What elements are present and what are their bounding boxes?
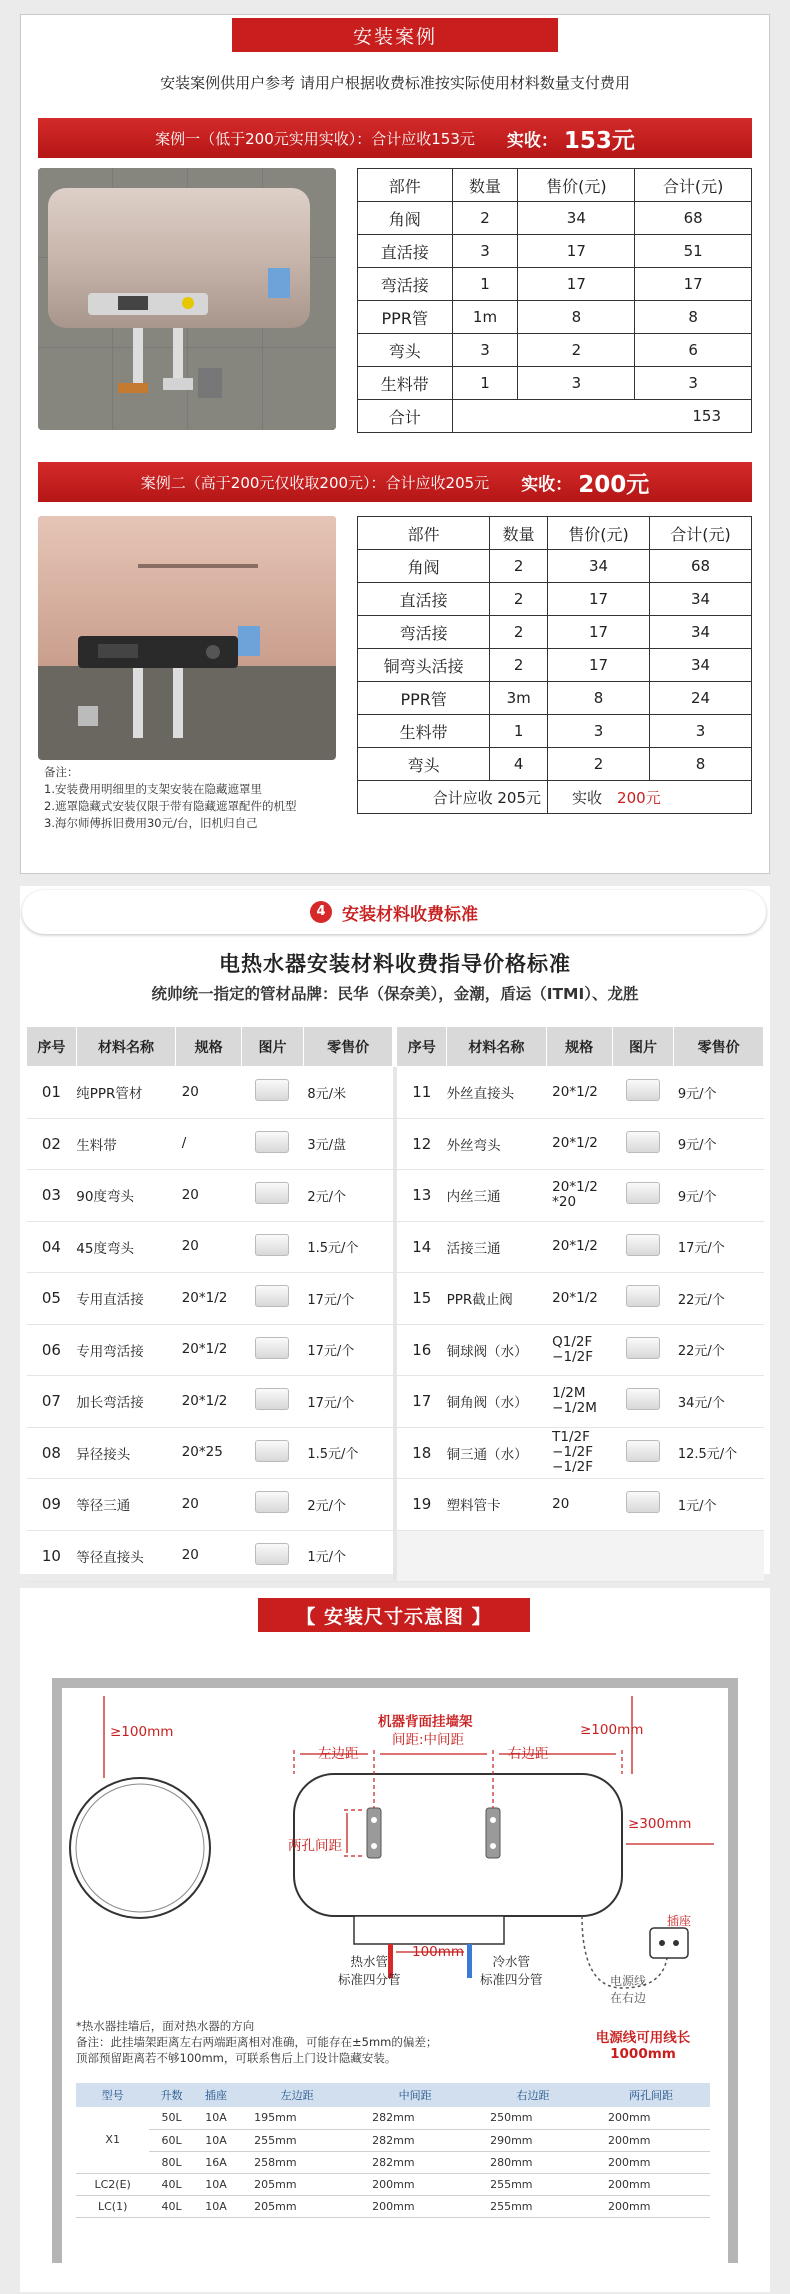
note-line: 2.遮罩隐藏式安装仅限于带有隐藏遮罩配件的机型	[44, 799, 297, 813]
table-row	[76, 2107, 710, 2129]
material-no: 14	[397, 1221, 447, 1273]
material-spec: 20*1/2	[546, 1118, 612, 1170]
material-row	[27, 1170, 764, 1222]
capacity: 80L	[149, 2151, 193, 2173]
total-label: 合计	[358, 400, 453, 433]
part-name: 角阀	[358, 202, 453, 235]
case1-header: 部件	[358, 169, 453, 202]
case2-row	[358, 682, 752, 715]
left-margin-label: 左边距	[318, 1746, 359, 1762]
col-header: 序号	[27, 1027, 77, 1067]
case2-banner	[38, 462, 752, 502]
material-spec: 20*1/2	[546, 1273, 612, 1325]
unit-price: 3	[518, 367, 635, 400]
right-gap-label: ≥300mm	[628, 1816, 692, 1832]
case1-header: 数量	[452, 169, 518, 202]
col-header: 材料名称	[447, 1027, 547, 1067]
capacity: 60L	[149, 2129, 193, 2151]
material-name: 专用弯活接	[76, 1324, 175, 1376]
spacing-label: 间距:中间距	[392, 1732, 465, 1748]
hole-spacing: 200mm	[592, 2107, 710, 2129]
case2-total-row	[358, 781, 752, 814]
unit-price: 17	[548, 616, 650, 649]
col-header: 图片	[242, 1027, 304, 1067]
case1-header: 合计(元)	[635, 169, 752, 202]
material-name: PPR截止阀	[447, 1273, 547, 1325]
unit-price: 17	[518, 235, 635, 268]
material-no: 09	[27, 1479, 77, 1531]
material-row	[27, 1530, 764, 1582]
note-line: 备注：此挂墙架距离左右两端距离相对准确，可能存在±5mm的偏差；	[76, 2035, 438, 2049]
material-name: 生料带	[76, 1118, 175, 1170]
col-header: 右边距	[474, 2083, 592, 2107]
bracket-left	[367, 1808, 381, 1858]
fitting-icon	[626, 1131, 660, 1153]
fitting-icon	[255, 1491, 289, 1513]
subtotal: 3	[649, 715, 751, 748]
right-margin: 255mm	[474, 2195, 592, 2217]
note-line: 1.安装费用明细里的支架安装在隐藏遮罩里	[44, 782, 262, 796]
col-header: 零售价	[674, 1027, 764, 1067]
cable-length-value: 1000mm	[610, 2046, 676, 2062]
case1-photo	[38, 168, 336, 430]
material-price: 1元/个	[303, 1530, 393, 1582]
unit-price: 8	[518, 301, 635, 334]
fitting-icon	[626, 1285, 660, 1307]
materials-header-text: 安装材料收费标准	[342, 904, 478, 925]
material-row	[27, 1118, 764, 1170]
material-no: 19	[397, 1479, 447, 1531]
material-price: 9元/个	[674, 1118, 764, 1170]
material-price: 22元/个	[674, 1324, 764, 1376]
total-value: 153	[452, 400, 752, 433]
material-no: 16	[397, 1324, 447, 1376]
col-header: 插座	[194, 2083, 238, 2107]
cable-label	[610, 1972, 646, 2006]
dimensions-title: 【 安装尺寸示意图 】	[258, 1598, 530, 1632]
top-left-dim: ≥100mm	[110, 1724, 174, 1740]
cold-pipe-spec: 标准四分管	[480, 1972, 543, 1987]
part-name: 弯头	[358, 748, 490, 781]
part-name: 弯活接	[358, 268, 453, 301]
part-name: 弯活接	[358, 616, 490, 649]
material-row	[27, 1427, 764, 1479]
fitting-icon	[626, 1491, 660, 1513]
material-name: 等径直接头	[76, 1530, 175, 1582]
material-name: 专用直活接	[76, 1273, 175, 1325]
case2-row	[358, 715, 752, 748]
col-header: 两孔间距	[592, 2083, 710, 2107]
right-margin-label: 右边距	[508, 1746, 549, 1762]
material-spec: Q1/2F −1/2F	[546, 1324, 612, 1376]
socket: 16A	[194, 2151, 238, 2173]
center-spacing: 282mm	[356, 2107, 474, 2129]
materials-table	[26, 1026, 764, 1582]
case1-row	[358, 268, 752, 301]
subtotal: 3	[635, 367, 752, 400]
material-price: 17元/个	[303, 1324, 393, 1376]
bracket-right	[486, 1808, 500, 1858]
qty: 1	[452, 367, 518, 400]
qty: 3m	[490, 682, 548, 715]
unit-price: 17	[548, 583, 650, 616]
case2-row	[358, 649, 752, 682]
case1-row	[358, 202, 752, 235]
material-no: 18	[397, 1427, 447, 1479]
qty: 2	[490, 583, 548, 616]
total-label: 合计应收	[432, 788, 493, 807]
part-name: 角阀	[358, 550, 490, 583]
qty: 1m	[452, 301, 518, 334]
material-no: 12	[397, 1118, 447, 1170]
section-title: 安装案例	[232, 18, 558, 52]
case1-actual-value: 153元	[563, 127, 635, 154]
material-name: 异径接头	[76, 1427, 175, 1479]
subtotal: 51	[635, 235, 752, 268]
material-price: 8元/米	[303, 1067, 393, 1119]
part-name: 生料带	[358, 715, 490, 748]
subtotal: 8	[635, 301, 752, 334]
note-line: 备注：	[44, 765, 79, 779]
material-name: 加长弯活接	[76, 1376, 175, 1428]
unit-price: 2	[548, 748, 650, 781]
material-spec: 20*1/2	[176, 1324, 242, 1376]
material-spec: T1/2F −1/2F −1/2F	[546, 1427, 612, 1479]
material-price: 2元/个	[303, 1170, 393, 1222]
case2-header: 合计(元)	[649, 517, 751, 550]
subtotal: 34	[649, 649, 751, 682]
fitting-icon	[255, 1182, 289, 1204]
material-no: 04	[27, 1221, 77, 1273]
material-spec: 20*25	[176, 1427, 242, 1479]
actual-value: 200元	[617, 788, 661, 807]
material-no: 05	[27, 1273, 77, 1325]
socket: 10A	[194, 2195, 238, 2217]
part-name: PPR管	[358, 301, 453, 334]
case2-header: 售价(元)	[548, 517, 650, 550]
material-row	[27, 1221, 764, 1273]
hot-pipe-spec: 标准四分管	[338, 1972, 401, 1987]
diagram-notes	[76, 2018, 616, 2066]
case-notes	[44, 764, 344, 832]
material-spec: 20	[176, 1067, 242, 1119]
table-row	[76, 2129, 710, 2151]
case1-row	[358, 367, 752, 400]
tank-side-view	[70, 1778, 210, 1918]
qty: 1	[490, 715, 548, 748]
socket-label: 插座	[667, 1914, 692, 1928]
material-row	[27, 1067, 764, 1119]
material-price: 9元/个	[674, 1067, 764, 1119]
material-name: 90度弯头	[76, 1170, 175, 1222]
material-no: 17	[397, 1376, 447, 1428]
subtotal: 68	[635, 202, 752, 235]
fitting-icon	[626, 1079, 660, 1101]
material-spec: /	[176, 1118, 242, 1170]
material-no: 11	[397, 1067, 447, 1119]
case2-table	[357, 516, 752, 814]
material-no: 02	[27, 1118, 77, 1170]
center-spacing: 282mm	[356, 2129, 474, 2151]
qty: 2	[490, 616, 548, 649]
col-header: 左边距	[238, 2083, 356, 2107]
qty: 3	[452, 334, 518, 367]
note-line: 顶部预留距离若不够100mm，可联系售后上门设计隐藏安装。	[76, 2051, 397, 2065]
part-name: 铜弯头活接	[358, 649, 490, 682]
cable-length-label: 电源线可用线长	[595, 2030, 691, 2046]
material-row	[27, 1324, 764, 1376]
fitting-icon	[626, 1440, 660, 1462]
material-name: 等径三通	[76, 1479, 175, 1531]
top-right-dim: ≥100mm	[580, 1722, 644, 1738]
total-value: 205元	[497, 788, 541, 807]
qty: 1	[452, 268, 518, 301]
left-margin: 195mm	[238, 2107, 356, 2129]
case2-photo	[38, 516, 336, 760]
case2-actual-label: 实收：	[521, 474, 573, 495]
material-no: 08	[27, 1427, 77, 1479]
subtotal: 68	[649, 550, 751, 583]
material-no: 03	[27, 1170, 77, 1222]
unit-price: 8	[548, 682, 650, 715]
case1-header: 售价(元)	[518, 169, 635, 202]
fitting-icon	[255, 1543, 289, 1565]
case1-row	[358, 235, 752, 268]
part-name: PPR管	[358, 682, 490, 715]
fitting-icon	[255, 1079, 289, 1101]
fitting-icon	[626, 1337, 660, 1359]
material-spec: 1/2M −1/2M	[546, 1376, 612, 1428]
case1-total-row	[358, 400, 752, 433]
material-spec: 20*1/2	[176, 1376, 242, 1428]
fitting-icon	[255, 1337, 289, 1359]
cold-pipe-text: 冷水管	[492, 1954, 531, 1969]
col-header: 材料名称	[76, 1027, 175, 1067]
hole-spacing: 200mm	[592, 2151, 710, 2173]
material-price: 9元/个	[674, 1170, 764, 1222]
fitting-icon	[255, 1234, 289, 1256]
subtotal: 24	[649, 682, 751, 715]
material-price: 17元/个	[303, 1273, 393, 1325]
fitting-icon	[255, 1440, 289, 1462]
material-price: 34元/个	[674, 1376, 764, 1428]
material-name: 塑料管卡	[447, 1479, 547, 1531]
col-header: 规格	[546, 1027, 612, 1067]
case2-header: 数量	[490, 517, 548, 550]
unit-price: 17	[518, 268, 635, 301]
material-price: 17元/个	[674, 1221, 764, 1273]
model: LC(1)	[76, 2195, 149, 2217]
socket: 10A	[194, 2129, 238, 2151]
part-name: 弯头	[358, 334, 453, 367]
case2-row	[358, 748, 752, 781]
col-header: 零售价	[303, 1027, 393, 1067]
left-margin: 255mm	[238, 2129, 356, 2151]
material-name: 外丝弯头	[447, 1118, 547, 1170]
qty: 2	[452, 202, 518, 235]
left-margin: 205mm	[238, 2173, 356, 2195]
hot-pipe-label	[338, 1952, 401, 1988]
capacity: 40L	[149, 2195, 193, 2217]
material-name: 纯PPR管材	[76, 1067, 175, 1119]
material-spec: 20	[176, 1221, 242, 1273]
material-spec: 20	[176, 1479, 242, 1531]
material-no: 01	[27, 1067, 77, 1119]
material-no: 15	[397, 1273, 447, 1325]
material-name: 45度弯头	[76, 1221, 175, 1273]
model: LC2(E)	[76, 2173, 149, 2195]
col-header: 规格	[176, 1027, 242, 1067]
unit-price: 2	[518, 334, 635, 367]
case1-actual-label: 实收：	[506, 130, 558, 151]
material-price: 1.5元/个	[303, 1221, 393, 1273]
material-spec: 20	[176, 1530, 242, 1582]
socket: 10A	[194, 2107, 238, 2129]
bracket-label: 机器背面挂墙架	[378, 1714, 473, 1730]
model: X1	[76, 2107, 149, 2173]
case1-table	[357, 168, 752, 433]
material-name: 活接三通	[447, 1221, 547, 1273]
col-header: 升数	[149, 2083, 193, 2107]
material-row	[27, 1273, 764, 1325]
pipe-gap-label: 100mm	[412, 1944, 465, 1960]
subtotal: 34	[649, 583, 751, 616]
socket: 10A	[194, 2173, 238, 2195]
subtotal: 8	[649, 748, 751, 781]
dimension-table	[76, 2083, 710, 2218]
tank-front-view	[294, 1774, 622, 1916]
note-line: *热水器挂墙后，面对热水器的方向	[76, 2019, 255, 2033]
case1-row	[358, 301, 752, 334]
material-no: 13	[397, 1170, 447, 1222]
material-price: 3元/盘	[303, 1118, 393, 1170]
left-margin: 258mm	[238, 2151, 356, 2173]
material-spec: 20*1/2 *20	[546, 1170, 612, 1222]
material-price: 1.5元/个	[303, 1427, 393, 1479]
materials-brands: 统帅统一指定的管材品牌：民华（保奈美），金潮，盾运（ITMI）、龙胜	[151, 985, 639, 1003]
material-name: 内丝三通	[447, 1170, 547, 1222]
capacity: 40L	[149, 2173, 193, 2195]
fitting-icon	[626, 1182, 660, 1204]
right-margin: 250mm	[474, 2107, 592, 2129]
cold-pipe-label	[480, 1952, 543, 1988]
fitting-icon	[255, 1285, 289, 1307]
case2-label: 案例二（高于200元仅收取200元）：合计应收205元	[140, 473, 490, 492]
material-spec: 20*1/2	[546, 1221, 612, 1273]
materials-title: 电热水器安装材料收费指导价格标准	[219, 952, 571, 976]
part-name: 生料带	[358, 367, 453, 400]
qty: 3	[452, 235, 518, 268]
cable-side: 在右边	[610, 1991, 647, 2005]
subtotal: 6	[635, 334, 752, 367]
table-row	[76, 2173, 710, 2195]
case2-row	[358, 550, 752, 583]
case1-row	[358, 334, 752, 367]
case2-actual-value: 200元	[578, 471, 650, 498]
col-header: 中间距	[356, 2083, 474, 2107]
center-spacing: 200mm	[356, 2173, 474, 2195]
unit-price: 3	[548, 715, 650, 748]
cable-text: 电源线	[610, 1974, 647, 1988]
right-margin: 280mm	[474, 2151, 592, 2173]
subtotal: 34	[649, 616, 751, 649]
center-spacing: 282mm	[356, 2151, 474, 2173]
material-price: 17元/个	[303, 1376, 393, 1428]
right-margin: 290mm	[474, 2129, 592, 2151]
material-price: 2元/个	[303, 1479, 393, 1531]
unit-price: 34	[518, 202, 635, 235]
subtotal: 17	[635, 268, 752, 301]
material-price: 1元/个	[674, 1479, 764, 1531]
section-number: 4	[310, 901, 332, 923]
material-spec: 20	[546, 1479, 612, 1531]
case1-banner	[38, 118, 752, 158]
material-price: 12.5元/个	[674, 1427, 764, 1479]
fitting-icon	[255, 1388, 289, 1410]
material-name: 铜角阀（水）	[447, 1376, 547, 1428]
hole-spacing: 200mm	[592, 2195, 710, 2217]
left-margin: 205mm	[238, 2195, 356, 2217]
part-name: 直活接	[358, 583, 490, 616]
case1-label: 案例一（低于200元实用实收）：合计应收153元	[155, 129, 475, 148]
qty: 2	[490, 550, 548, 583]
unit-price: 34	[548, 550, 650, 583]
material-no: 07	[27, 1376, 77, 1428]
case2-row	[358, 616, 752, 649]
material-name: 铜三通（水）	[447, 1427, 547, 1479]
material-price: 22元/个	[674, 1273, 764, 1325]
hole-spacing: 200mm	[592, 2173, 710, 2195]
material-spec: 20*1/2	[176, 1273, 242, 1325]
hole-spacing-label: 两孔间距	[288, 1838, 342, 1854]
section-subtitle: 安装案例供用户参考 请用户根据收费标准按实际使用材料数量支付费用	[160, 74, 630, 92]
note-line: 3.海尔师傅拆旧费用30元/台，旧机归自己	[44, 816, 258, 830]
case2-row	[358, 583, 752, 616]
capacity: 50L	[149, 2107, 193, 2129]
material-no: 10	[27, 1530, 77, 1582]
hot-pipe-text: 热水管	[350, 1954, 389, 1969]
material-row	[27, 1479, 764, 1531]
material-spec: 20*1/2	[546, 1067, 612, 1119]
table-row	[76, 2151, 710, 2173]
fitting-icon	[626, 1234, 660, 1256]
col-header: 图片	[612, 1027, 674, 1067]
material-no: 06	[27, 1324, 77, 1376]
material-row	[27, 1376, 764, 1428]
col-header: 序号	[397, 1027, 447, 1067]
center-spacing: 200mm	[356, 2195, 474, 2217]
fitting-icon	[626, 1388, 660, 1410]
col-header: 型号	[76, 2083, 149, 2107]
qty: 2	[490, 649, 548, 682]
material-spec: 20	[176, 1170, 242, 1222]
fitting-icon	[255, 1131, 289, 1153]
part-name: 直活接	[358, 235, 453, 268]
actual-label: 实收	[572, 788, 603, 807]
socket-icon	[650, 1928, 688, 1958]
material-name: 外丝直接头	[447, 1067, 547, 1119]
right-margin: 255mm	[474, 2173, 592, 2195]
qty: 4	[490, 748, 548, 781]
materials-header	[22, 890, 766, 934]
hole-spacing: 200mm	[592, 2129, 710, 2151]
case2-header: 部件	[358, 517, 490, 550]
table-row	[76, 2195, 710, 2217]
material-name: 铜球阀（水）	[447, 1324, 547, 1376]
unit-price: 17	[548, 649, 650, 682]
